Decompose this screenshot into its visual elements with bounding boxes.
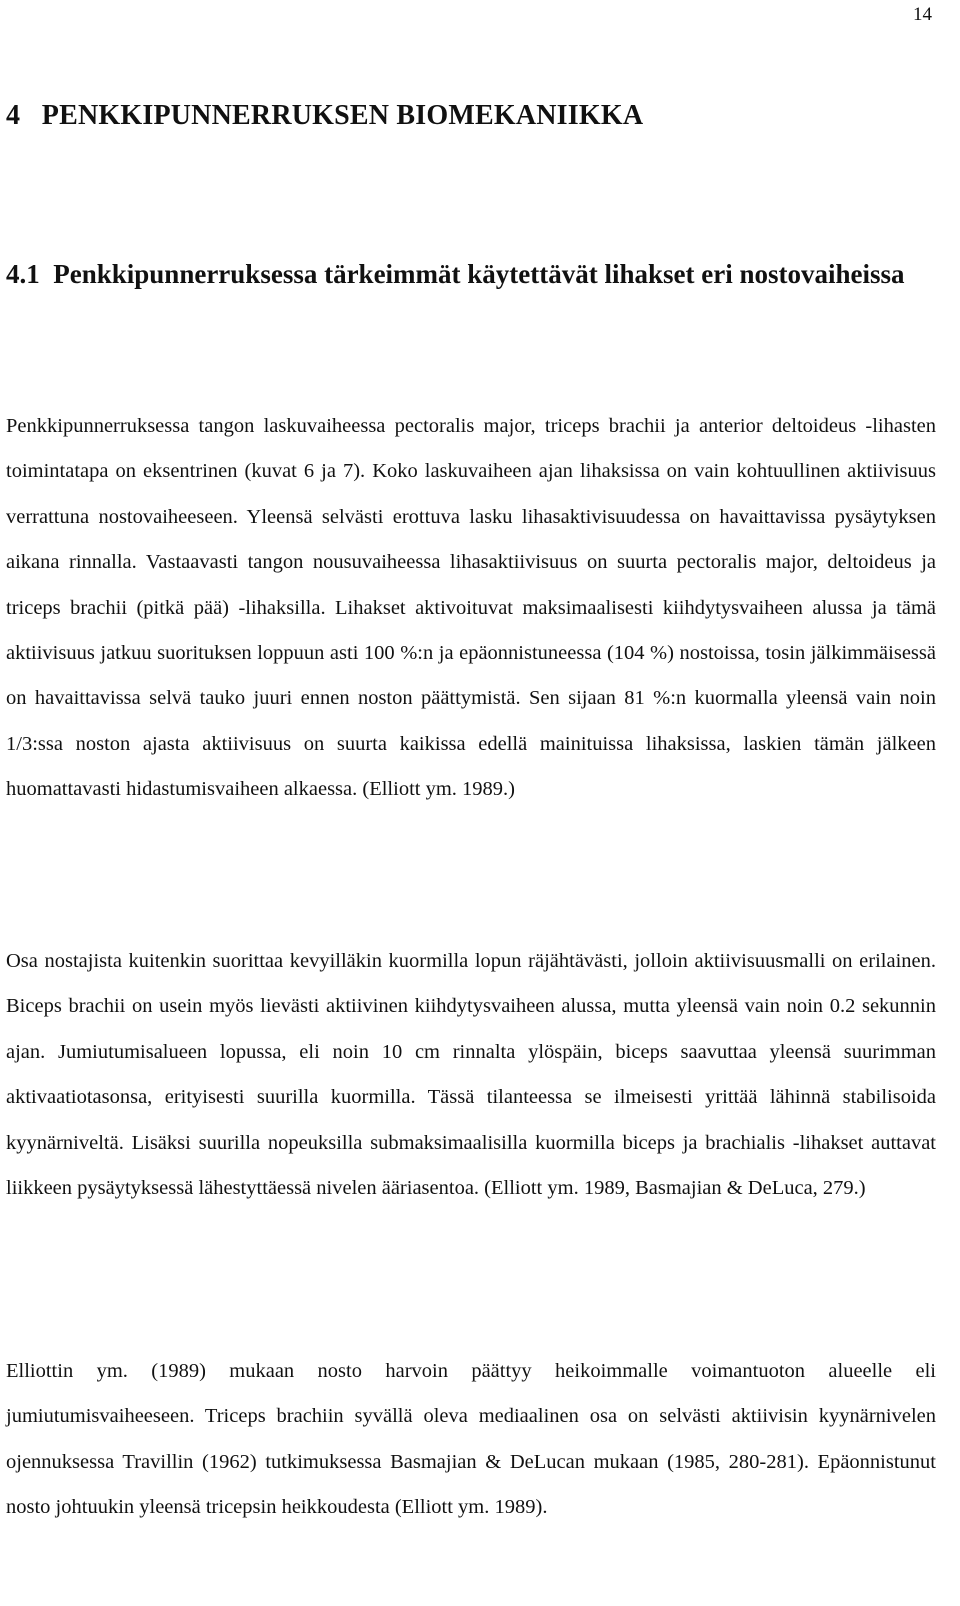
page-number: 14 [913,4,932,25]
section-heading: 4.1 Penkkipunnerruksessa tärkeimmät käytettävät lihakset eri nostovaiheissa [6,259,905,289]
body-paragraph: Penkkipunnerruksessa tangon laskuvaiheessa pectoralis major, triceps brachii ja anterior deltoideus -lihasten toimintatapa on eksentrinen (kuvat 6 ja 7). Koko laskuvaiheen ajan lihaksissa on vain kohtuullinen aktiivisuus verrattuna nostovaiheeseen. Yleensä selvästi erottuva lasku lihasaktivisuudessa on havaittavissa pysäytyksen aikana rinnalla. Vastaavasti tangon nousuvaiheessa lihasaktiivisuus on suurta pectoralis major, deltoideus ja triceps brachii (pitkä pää) -lihaksilla. Lihakset aktivoituvat maksimaalisesti kiihdytysvaiheen alussa ja tämä aktiivisuus jatkuu suorituksen loppuun asti 100 %:n ja epäonnistuneessa (104 %) nostoissa, tosin jälkimmäisessä on havaittavissa selvä tauko juuri ennen noston päättymistä. Sen sijaan 81 %:n kuormalla yleensä vain noin 1/3:ssa noston ajasta aktiivisuus on suurta kaikissa edellä mainituissa lihaksissa, laskien tämän jälkeen huomattavasti hidastumisvaiheen alkaessa. (Elliott ym. 1989.) [6,415,936,801]
chapter-heading: 4 PENKKIPUNNERRUKSEN BIOMEKANIIKKA [6,100,644,131]
body-paragraph: Osa nostajista kuitenkin suorittaa kevyilläkin kuormilla lopun räjähtävästi, jolloin aktiivisuusmalli on erilainen. Biceps brachii on usein myös lievästi aktiivinen kiihdytysvaiheen alussa, mutta yleensä vain noin 0.2 sekunnin ajan. Jumiutumisalueen lopussa, eli noin 10 cm rinnalta ylöspäin, biceps saavuttaa yleensä suurimman aktivaatiotasonsa, erityisesti suurilla kuormilla. Tässä tilanteessa se ilmeisesti yrittää lähinnä stabilisoida kyynärniveltä. Lisäksi suurilla nopeuksilla submaksimaalisilla kuormilla biceps ja brachialis -lihakset auttavat liikkeen pysäytyksessä lähestyttäessä nivelen ääriasentoa. (Elliott ym. 1989, Basmajian & DeLuca, 279.) [6,950,936,1200]
body-paragraph: Elliottin ym. (1989) mukaan nosto harvoin päättyy heikoimmalle voimantuoton alueelle eli jumiutumisvaiheeseen. Triceps brachiin syvällä oleva mediaalinen osa on selvästi aktiivisin kyynärnivelen ojennuksessa Travillin (1962) tutkimuksessa Basmajian & DeLucan mukaan (1985, 280-281). Epäonnistunut nosto johtuukin yleensä tricepsin heikkoudesta (Elliott ym. 1989). [6,1360,936,1519]
